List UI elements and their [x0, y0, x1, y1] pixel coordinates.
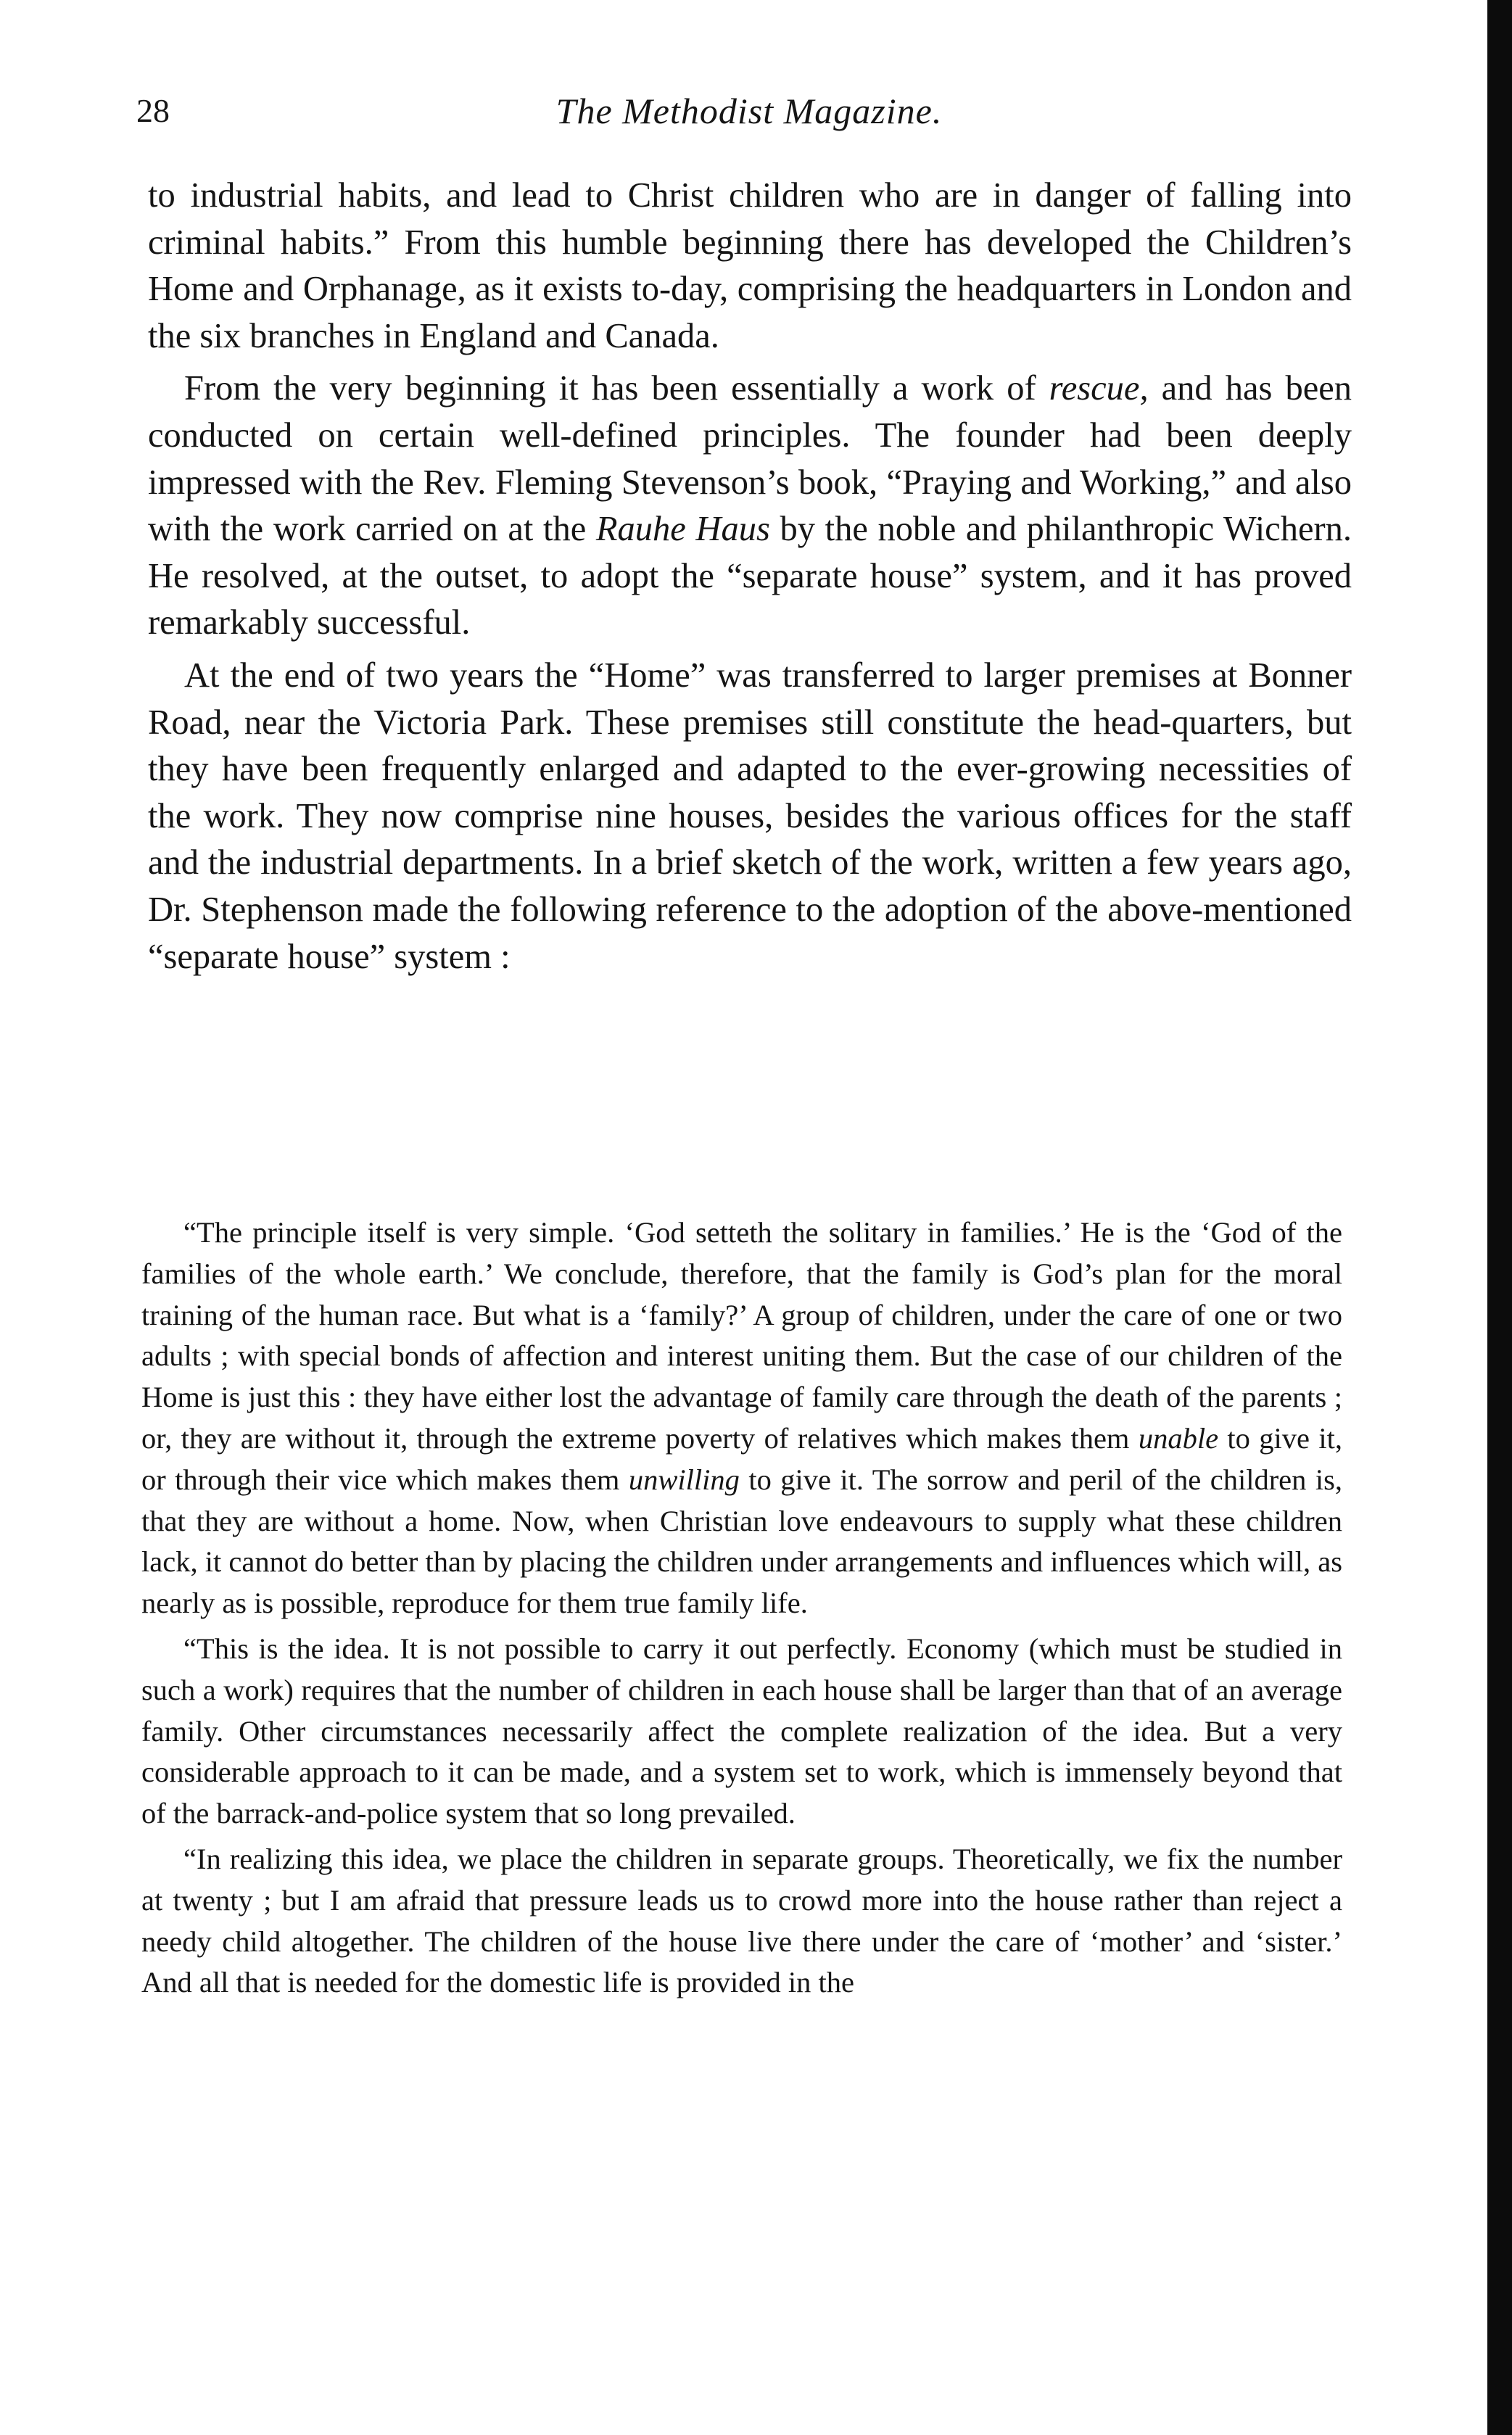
quote-paragraph-2: “This is the idea. It is not possible to carry it out perfectly. Economy (which must be studied in such a work) requires that the number of children in each house shall be larger than that of an average family. Other circumstances necessarily affect the complete realization of the idea. But a very considerable approach to it can be made, and a system set to work, which is immensely beyond that of the barrack-and-police system that so long prevailed. [141, 1632, 1342, 1830]
quote-emphasis-unable: unable [1138, 1421, 1219, 1455]
quote-paragraph-1-part-2: to give it, or through their vice which makes them [141, 1421, 1342, 1496]
quote-paragraph-1-part-3: to give it. The sorrow and peril of the children is, that they are without a home. Now, when Christian love endeavours to supply what these children lack, it cannot do better than by placing the children under arrangements and influences which will, as nearly as is possible, reproduce for them true family life. [141, 1463, 1342, 1620]
paragraph-3: At the end of two years the “Home” was transferred to larger premises at Bonner Road, near the Victoria Park. These premises still constitute the head-quarters, but they have been frequently enlarged and adapted to the ever-growing necessities of the work. They now comprise nine houses, besides the various offices for the staff and the industrial departments. In a brief sketch of the work, written a few years ago, Dr. Stephenson made the following reference to the adoption of the above-mentioned “separate house” system : [148, 656, 1352, 976]
scan-page-edge [1487, 0, 1512, 2435]
quote-paragraph-3: “In realizing this idea, we place the children in separate groups. Theoretically, we fix the number at twenty ; but I am afraid that pressure leads us to crowd more into the house rather than reject a needy child altogether. The children of the house live there under the care of ‘mother’ and ‘sister.’ And all that is needed for the domestic life is provided in the [141, 1842, 1342, 1999]
quote-paragraph-1 [141, 1212, 1342, 1624]
running-head [136, 86, 1362, 136]
paragraph-2-emphasis-rescue: rescue, [1049, 369, 1149, 408]
quote-paragraph-1-part-1: “The principle itself is very simple. ‘God setteth the solitary in families.’ He is the ‘God of the families of the whole earth.’ We conclude, therefore, that the family is God’s plan for the moral training of the human race. But what is a ‘family?’ A group of children, under the care of one or two adults ; with special bonds of affection and interest uniting them. But the case of our children of the Home is just this : they have either lost the advantage of family care through the death of the parents ; or, they are without it, through the extreme poverty of relatives which makes them [141, 1216, 1342, 1455]
quote-emphasis-unwilling: unwilling [628, 1463, 740, 1496]
paragraph-1: to industrial habits, and lead to Christ children who are in danger of falling into criminal habits.” From this humble beginning there has developed the Children’s Home and Orphanage, as it exists to-day, comprising the headquarters in London and the six branches in England and Canada. [148, 176, 1352, 355]
paragraph-2-part-2: and has been conducted on certain well-defined principles. The founder had been deeply impressed with the Rev. Fleming Stevenson’s book, “Praying and Working,” and also with the work carried on at the [148, 369, 1352, 549]
paragraph-2 [148, 365, 1352, 647]
block-quote [141, 1212, 1342, 2004]
paragraph-2-part-1: From the very beginning it has been essentially a work of [184, 369, 1049, 408]
main-text [148, 173, 1352, 980]
magazine-title: The Methodist Magazine. [555, 91, 943, 131]
page-number: 28 [136, 92, 170, 129]
paragraph-2-emphasis-rauhe-haus: Rauhe Haus [595, 510, 770, 549]
paragraph-2-part-3: by the noble and philanthropic Wichern. He resolved, at the outset, to adopt the “separate house” system, and it has proved remarkably successful. [148, 510, 1352, 642]
